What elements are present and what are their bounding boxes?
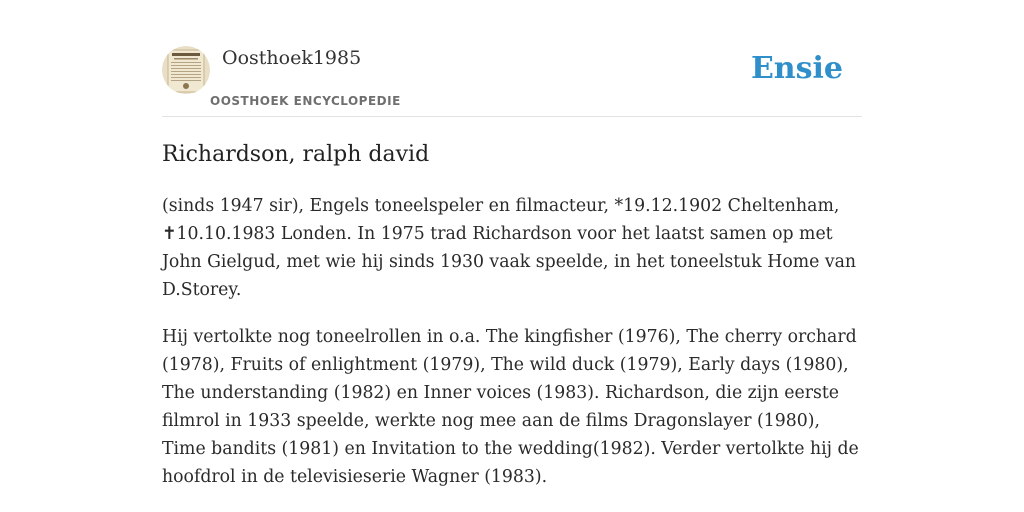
source-label[interactable]: OOSTHOEK ENCYCLOPEDIE — [210, 94, 401, 108]
article-body — [162, 192, 866, 510]
brand-logo[interactable]: Ensie — [750, 51, 843, 86]
article-paragraph: Hij vertolkte nog toneelrollen in o.a. The kingfisher (1976), The cherry orchard (1978), Fruits of enlightment (1979), The wild duck (1979), Early days (1980), The understanding (1982) en Inner voices (1983). Richardson, die zijn eerste filmrol in 1933 speelde, werkte nog mee aan de films Dragonslayer (1980), Time bandits (1981) en Invitation to the wedding(1982). Verder vertolkte hij de hoofdrol in de televisieserie Wagner (1983). — [162, 327, 859, 487]
article-paragraph: (sinds 1947 sir), Engels toneelspeler en filmacteur, *19.12.1902 Cheltenham, ✝10.10.1983 Londen. In 1975 trad Richardson voor het laatst samen op met John Gielgud, met wie hij sinds 1930 vaak speelde, in het toneelstuk Home van D.Storey. — [162, 196, 857, 300]
header — [162, 44, 862, 117]
book-cover-icon — [162, 46, 210, 94]
avatar[interactable] — [162, 46, 210, 94]
article-title: Richardson, ralph david — [162, 142, 430, 167]
author-name[interactable]: Oosthoek1985 — [222, 47, 362, 69]
